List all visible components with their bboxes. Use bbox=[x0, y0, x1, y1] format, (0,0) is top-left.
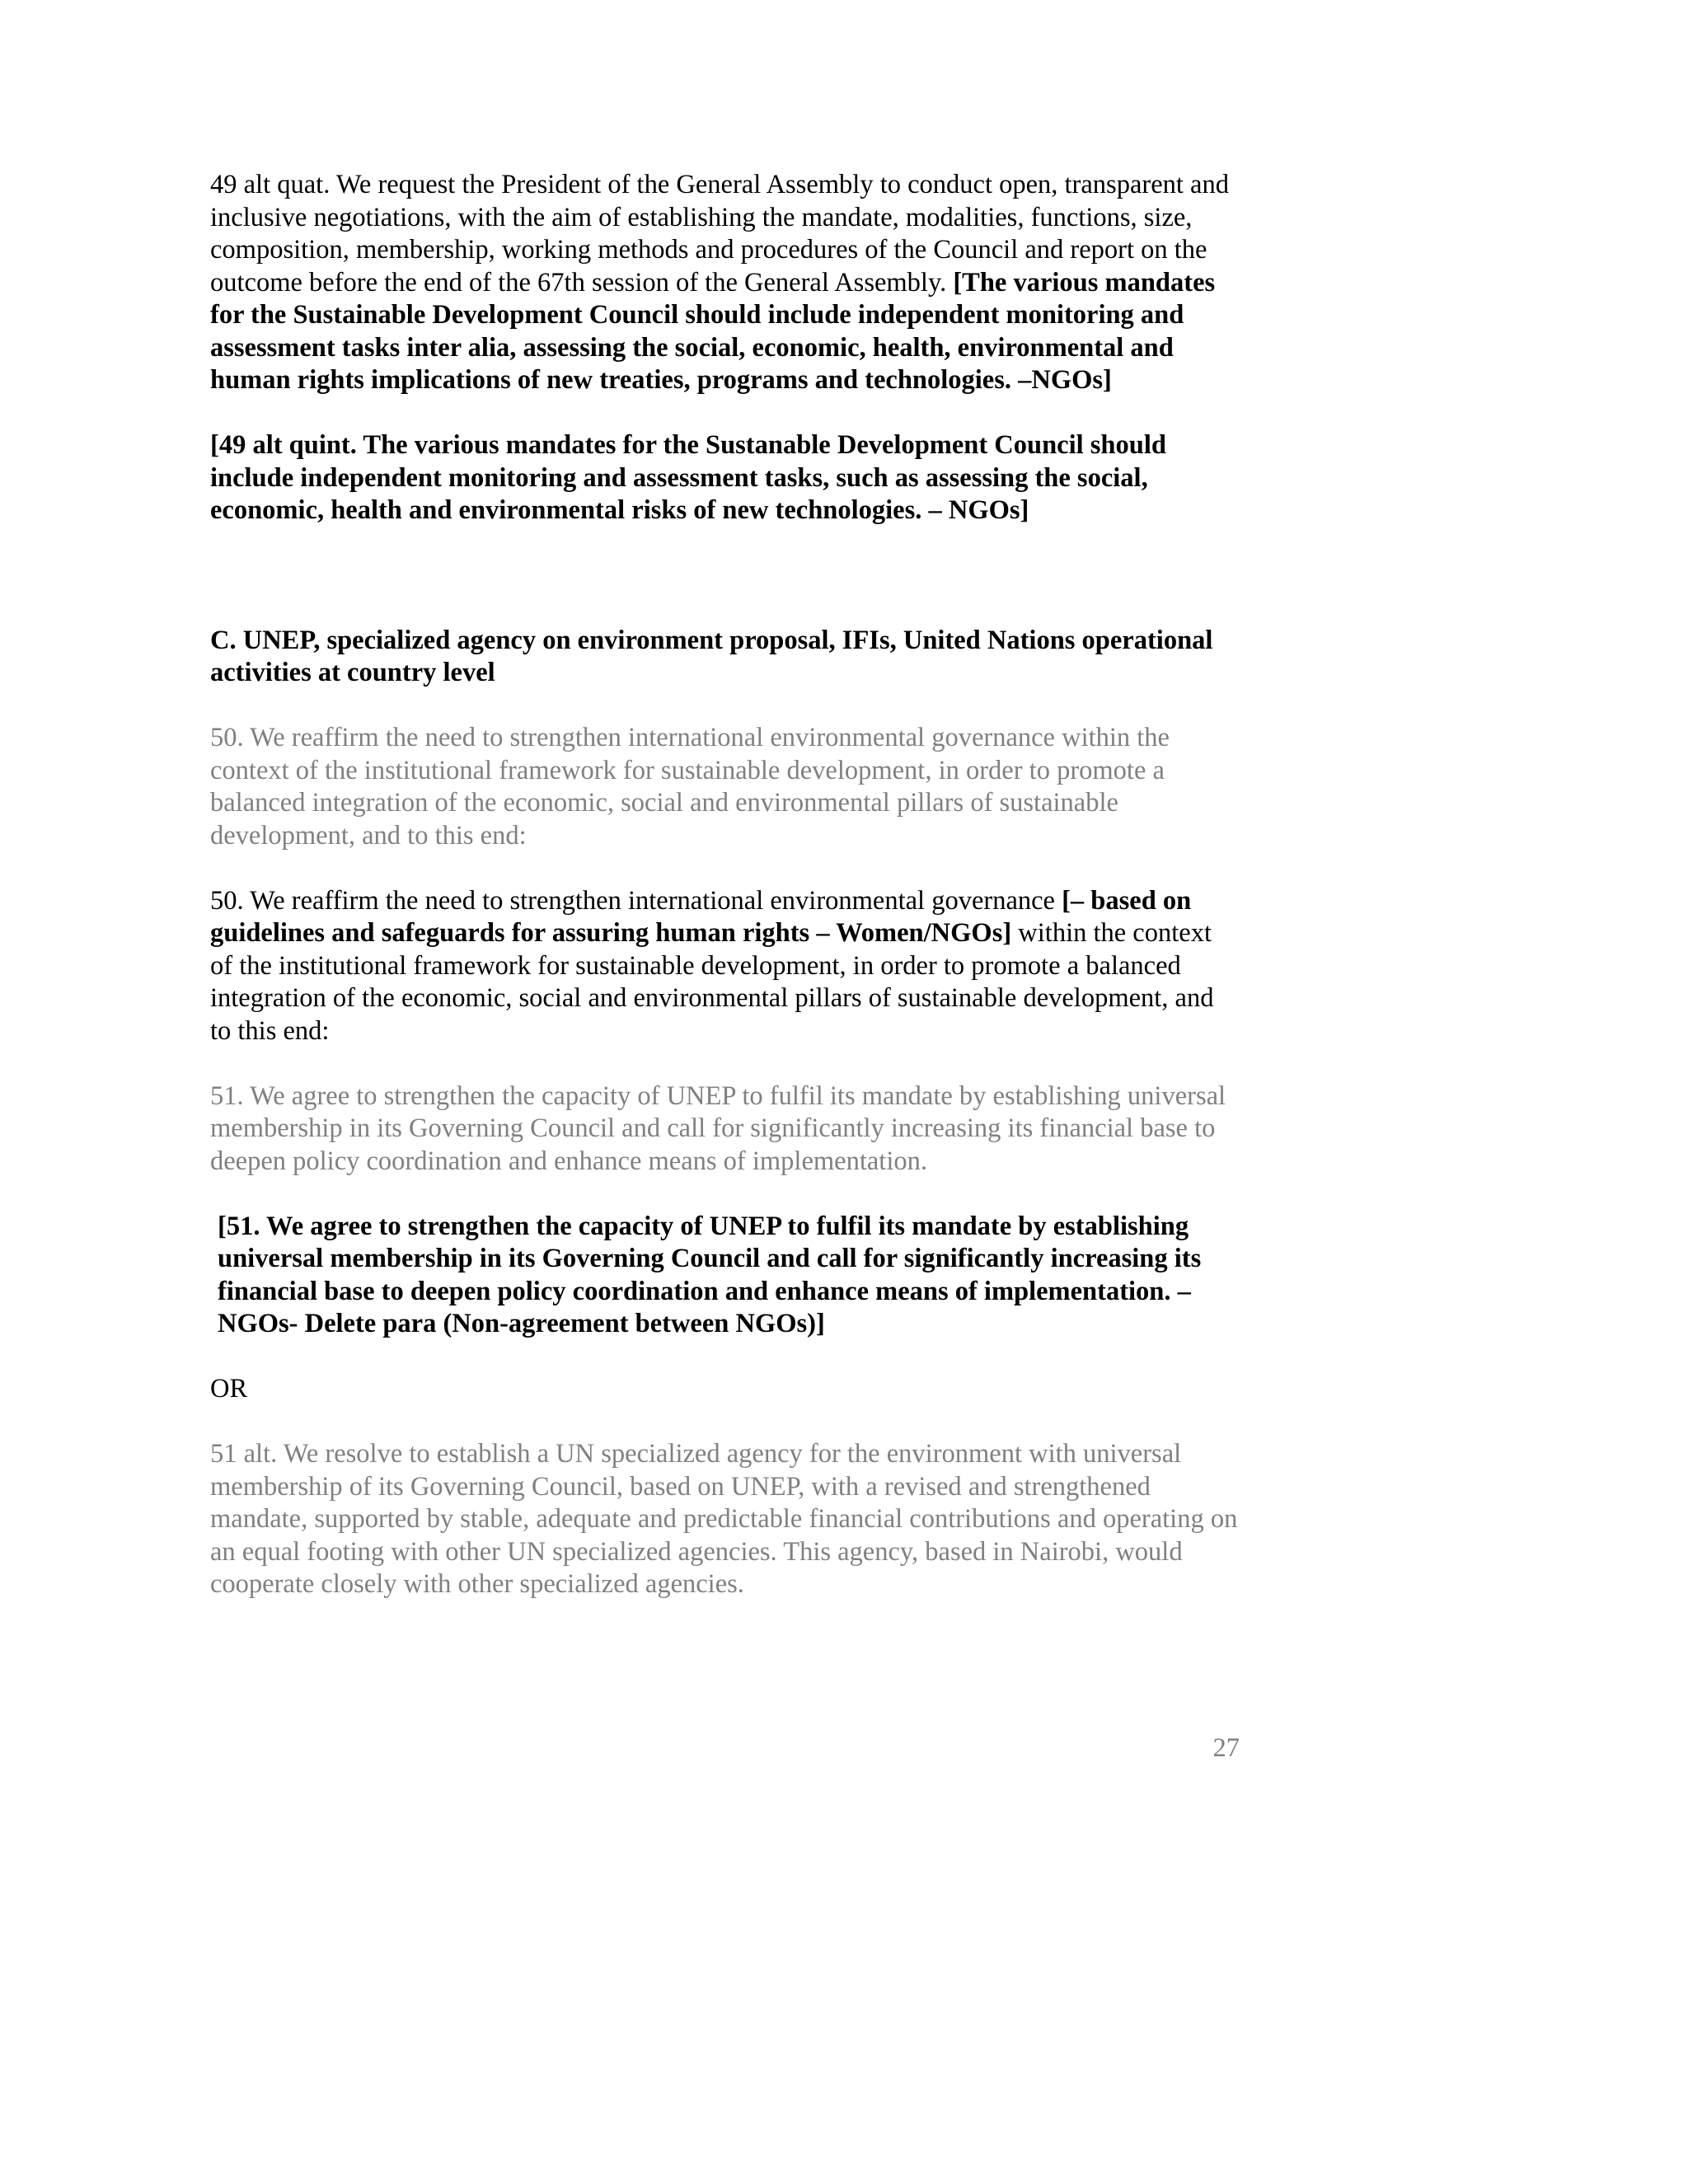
or-separator: OR bbox=[210, 1374, 248, 1404]
paragraph-49-alt-quint: [49 alt quint. The various mandates for the Sustanable Development Council should include independent monitoring and assessment tasks, such as assessing the social, economic, health and environmental risks of new technologies. – NGOs] bbox=[210, 430, 1166, 525]
paragraph-50-amended bbox=[210, 885, 1240, 1048]
paragraph-50-women-ngo-insertion: [– based on guidelines and safeguards for assuring human rights – Women/NGOs] bbox=[210, 885, 1192, 948]
section-c-heading: C. UNEP, specialized agency on environment proposal, IFIs, United Nations operational activities at country level bbox=[210, 625, 1213, 687]
paragraph-49-alt-quat bbox=[210, 169, 1240, 397]
paragraph-49-alt-quat-text: 49 alt quat. We request the President of the General Assembly to conduct open, transparent and inclusive negotiations, with the aim of establishing the mandate, modalities, functions, size, composition, membership, working methods and procedures of the Council and report on the outcome before the end of the 67th session of the General Assembly. bbox=[210, 170, 1229, 298]
document-page bbox=[210, 169, 1240, 1601]
paragraph-51-amended: [51. We agree to strengthen the capacity of UNEP to fulfil its mandate by establishing universal membership in its Governing Council and call for significantly increasing its financial base to deepen policy coordination and enhance means of implementation. – NGOs- Delete para (Non-agreement between NGOs)] bbox=[218, 1211, 1202, 1338]
paragraph-51-original: 51. We agree to strengthen the capacity of UNEP to fulfil its mandate by establishing universal membership in its Governing Council and call for significantly increasing its financial base to deepen policy coordination and enhance means of implementation. bbox=[210, 1080, 1226, 1176]
paragraph-50-amended-part1: 50. We reaffirm the need to strengthen international environmental governance bbox=[210, 885, 1062, 916]
paragraph-49-alt-quat-ngo-insertion: [The various mandates for the Sustainable Development Council should include independent monitoring and assessment tasks inter alia, assessing the social, economic, health, environmental and human rights implications of new treaties, programs and technologies. –NGOs] bbox=[210, 267, 1216, 395]
paragraph-51-alt: 51 alt. We resolve to establish a UN specialized agency for the environment with universal membership of its Governing Council, based on UNEP, with a revised and strengthened mandate, supported by stable, adequate and predictable financial contributions and operating on an equal footing with other UN specialized agencies. This agency, based in Nairobi, would cooperate closely with other specialized agencies. bbox=[210, 1439, 1238, 1599]
page-number: 27 bbox=[1212, 1733, 1240, 1763]
paragraph-50-amended-part2: within the context of the institutional framework for sustainable development, in order to promote a balanced integration of the economic, social and environmental pillars of sustainable development, and to this end: bbox=[210, 918, 1214, 1046]
paragraph-50-original: 50. We reaffirm the need to strengthen international environmental governance within the context of the institutional framework for sustainable development, in order to promote a balanced integration of the economic, social and environmental pillars of sustainable development, and to this end: bbox=[210, 723, 1170, 851]
